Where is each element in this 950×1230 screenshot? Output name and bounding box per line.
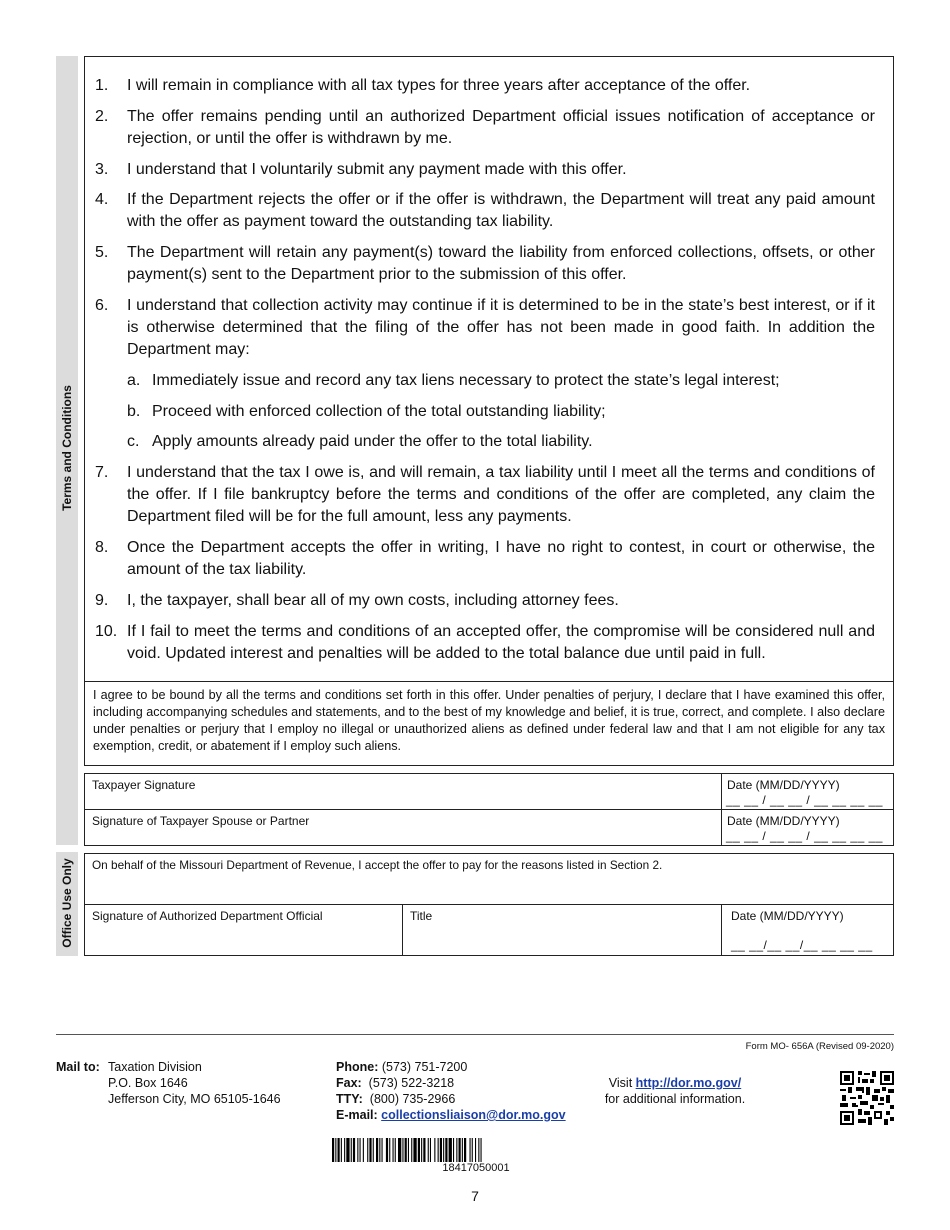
barcode-stripe: [376, 1138, 378, 1162]
sub-item-text: Apply amounts already paid under the offer to the total liability.: [152, 433, 593, 450]
term-number: 10.: [95, 623, 118, 640]
official-title-field[interactable]: [403, 905, 722, 955]
barcode-stripe: [360, 1138, 361, 1162]
office-use-block: [84, 853, 894, 956]
spouse-signature-field[interactable]: [85, 810, 722, 845]
term-item: [95, 590, 875, 612]
terms-box: [84, 56, 894, 682]
barcode-stripe: [346, 1138, 349, 1162]
barcode-stripe: [453, 1138, 454, 1162]
phone-label: Phone:: [336, 1060, 379, 1074]
term-item: [95, 75, 875, 97]
footer-divider: [56, 1034, 894, 1035]
barcode-stripe: [428, 1138, 429, 1162]
term-text: I will remain in compliance with all tax types for three years after acceptance of the offer.: [127, 77, 751, 94]
taxpayer-signature-label: Taxpayer Signature: [92, 778, 196, 792]
term-item: [95, 189, 875, 233]
qr-code: [840, 1071, 894, 1125]
term-text: If the Department rejects the offer or if the offer is withdrawn, the Department will treat any paid amount with the offer as payment toward the outstanding tax liability.: [127, 191, 875, 230]
taxpayer-signature-block: [84, 773, 894, 846]
sub-item-letter: c.: [127, 433, 140, 450]
sub-item-letter: b.: [127, 403, 141, 420]
mail-address: [108, 1059, 281, 1107]
sub-item-letter: a.: [127, 372, 141, 389]
barcode-stripe: [421, 1138, 422, 1162]
fax-label: Fax:: [336, 1076, 362, 1090]
term-text: If I fail to meet the terms and conditions of an accepted offer, the compromise will be considered null and void. Updated interest and penalties will be added to the total balance due until paid in full.: [127, 623, 875, 662]
date-label: Date (MM/DD/YYYY): [727, 814, 840, 828]
term-item: [95, 537, 875, 581]
sub-item-text: Immediately issue and record any tax liens necessary to protect the state’s legal interest;: [152, 372, 780, 389]
office-statement-row: [85, 854, 893, 905]
term-text: I understand that collection activity may continue if it is determined to be in the state’s best interest, or if it is otherwise determined that the filing of the offer has not been made in good faith. In addition the Department may:: [127, 297, 875, 358]
date-label: Date (MM/DD/YYYY): [727, 778, 840, 792]
term-number: 8.: [95, 539, 109, 556]
barcode-stripe: [423, 1138, 425, 1162]
barcode-stripe: [395, 1138, 396, 1162]
barcode-number: 18417050001: [442, 1162, 510, 1174]
email-label: E-mail:: [336, 1108, 378, 1122]
mail-line: Jefferson City, MO 65105-1646: [108, 1092, 281, 1106]
barcode-stripe: [459, 1138, 461, 1162]
barcode-stripe: [449, 1138, 452, 1162]
barcode-stripe: [398, 1138, 401, 1162]
barcode-stripe: [411, 1138, 412, 1162]
visit-suffix: for additional information.: [604, 1092, 746, 1106]
barcode-stripe: [408, 1138, 409, 1162]
terms-sidebar-label: Terms and Conditions: [60, 385, 74, 511]
barcode-stripe: [413, 1138, 416, 1162]
barcode-stripe: [440, 1138, 442, 1162]
terms-sidebar: [56, 56, 78, 845]
term-item: [95, 621, 875, 665]
term-text: The offer remains pending until an authorized Department official issues notification of acceptance or rejection, or until the offer is withdrawn by me.: [127, 108, 875, 147]
official-title-label: Title: [410, 909, 433, 923]
term-number: 1.: [95, 77, 109, 94]
agreement-statement: I agree to be bound by all the terms and conditions set forth in this offer. Under penalties of perjury, I declare that I have examined this offer, including accompanying schedules and statements, and to the best of my knowledge and belief, it is true, correct, and complete. I also declare under penalties or perjury that I employ no illegal or unauthorized aliens as defined under federal law and that I am not eligible for any tax exemption, credit, or abatement if I employ such aliens.: [84, 682, 894, 766]
official-signature-field[interactable]: [85, 905, 403, 955]
official-date-field[interactable]: [722, 905, 893, 955]
barcode-stripe: [382, 1138, 383, 1162]
term-text: I understand that the tax I owe is, and will remain, a tax liability until I meet all the terms and conditions of the offer. If I file bankruptcy before the terms and conditions of the offer are completed, any claim the Department filed will be for the full amount, less any payments.: [127, 464, 875, 525]
tty-number: (800) 735-2966: [369, 1092, 456, 1106]
barcode-stripe: [363, 1138, 364, 1162]
barcode-stripe: [379, 1138, 380, 1162]
mail-line: Taxation Division: [108, 1060, 202, 1074]
term-number: 5.: [95, 244, 109, 261]
form-id: Form MO- 656A (Revised 09-2020): [745, 1041, 894, 1052]
term-number: 4.: [95, 191, 109, 208]
term-number: 2.: [95, 108, 109, 125]
barcode-stripe: [430, 1138, 431, 1162]
email-link[interactable]: collectionsliaison@dor.mo.gov: [381, 1108, 566, 1122]
sub-item: [127, 431, 875, 453]
barcode-stripe: [332, 1138, 334, 1162]
barcode-stripe: [472, 1138, 473, 1162]
barcode-stripe: [335, 1138, 336, 1162]
sub-item: [127, 401, 875, 423]
term-number: 6.: [95, 297, 109, 314]
barcode: [332, 1138, 620, 1162]
term-text: Once the Department accepts the offer in writing, I have no right to contest, in court or otherwise, the amount of the tax liability.: [127, 539, 875, 578]
barcode-stripe: [353, 1138, 355, 1162]
term-item: [95, 242, 875, 286]
taxpayer-signature-field[interactable]: [85, 774, 722, 810]
barcode-stripe: [389, 1138, 390, 1162]
visit-info: [594, 1075, 756, 1107]
sub-item-text: Proceed with enforced collection of the total outstanding liability;: [152, 403, 606, 420]
term-number: 3.: [95, 161, 109, 178]
term-text: I understand that I voluntarily submit any payment made with this offer.: [127, 161, 627, 178]
taxpayer-date-field[interactable]: [722, 774, 893, 810]
office-statement: On behalf of the Missouri Department of Revenue, I accept the offer to pay for the reasons listed in Section 2.: [92, 858, 663, 872]
phone-number: (573) 751-7200: [381, 1060, 468, 1074]
barcode-stripe: [434, 1138, 435, 1162]
barcode-stripe: [367, 1138, 368, 1162]
barcode-stripe: [402, 1138, 403, 1162]
page-number: 7: [471, 1188, 479, 1204]
barcode-stripe: [462, 1138, 463, 1162]
barcode-stripe: [386, 1138, 388, 1162]
date-blank: __ __ / __ __ / __ __ __ __: [726, 829, 883, 843]
barcode-stripe: [341, 1138, 342, 1162]
barcode-stripe: [456, 1138, 457, 1162]
date-blank: __ __ / __ __ / __ __ __ __: [726, 793, 883, 807]
barcode-stripe: [418, 1138, 420, 1162]
barcode-stripe: [357, 1138, 358, 1162]
barcode-stripe: [373, 1138, 374, 1162]
barcode-stripe: [351, 1138, 352, 1162]
date-blank: __ __/__ __/__ __ __ __: [731, 938, 873, 952]
barcode-stripe: [445, 1138, 447, 1162]
contact-info: [336, 1059, 566, 1123]
term-number: 9.: [95, 592, 109, 609]
term-number: 7.: [95, 464, 109, 481]
mail-line: P.O. Box 1646: [108, 1076, 188, 1090]
visit-prefix: Visit: [608, 1076, 633, 1090]
fax-number: (573) 522-3218: [368, 1076, 455, 1090]
mail-to-label: Mail to:: [56, 1060, 100, 1074]
mail-to: [56, 1059, 100, 1075]
barcode-stripe: [338, 1138, 340, 1162]
term-item: [95, 462, 875, 528]
term-text: The Department will retain any payment(s) toward the liability from enforced collections, offsets, or other payment(s) sent to the Department prior to the submission of this offer.: [127, 244, 875, 283]
term-item: [95, 295, 875, 361]
barcode-stripe: [393, 1138, 394, 1162]
barcode-stripe: [405, 1138, 407, 1162]
office-sidebar: [56, 852, 78, 956]
barcode-stripe: [443, 1138, 444, 1162]
official-signature-label: Signature of Authorized Department Official: [92, 909, 323, 923]
term-item: [95, 159, 875, 181]
barcode-stripe: [481, 1138, 482, 1162]
date-label: Date (MM/DD/YYYY): [731, 909, 844, 923]
term-text: I, the taxpayer, shall bear all of my own costs, including attorney fees.: [127, 592, 619, 609]
barcode-stripe: [475, 1138, 476, 1162]
spouse-date-field[interactable]: [722, 810, 893, 845]
barcode-stripe: [438, 1138, 439, 1162]
barcode-stripe: [344, 1138, 345, 1162]
spouse-signature-label: Signature of Taxpayer Spouse or Partner: [92, 814, 310, 828]
barcode-stripe: [470, 1138, 471, 1162]
barcode-stripe: [464, 1138, 466, 1162]
tty-label: TTY:: [336, 1092, 363, 1106]
term-item: [95, 106, 875, 150]
sub-item: [127, 370, 875, 392]
website-link[interactable]: http://dor.mo.gov/: [635, 1076, 742, 1090]
office-sidebar-label: Office Use Only: [60, 858, 74, 948]
barcode-stripe: [478, 1138, 479, 1162]
barcode-stripe: [369, 1138, 371, 1162]
